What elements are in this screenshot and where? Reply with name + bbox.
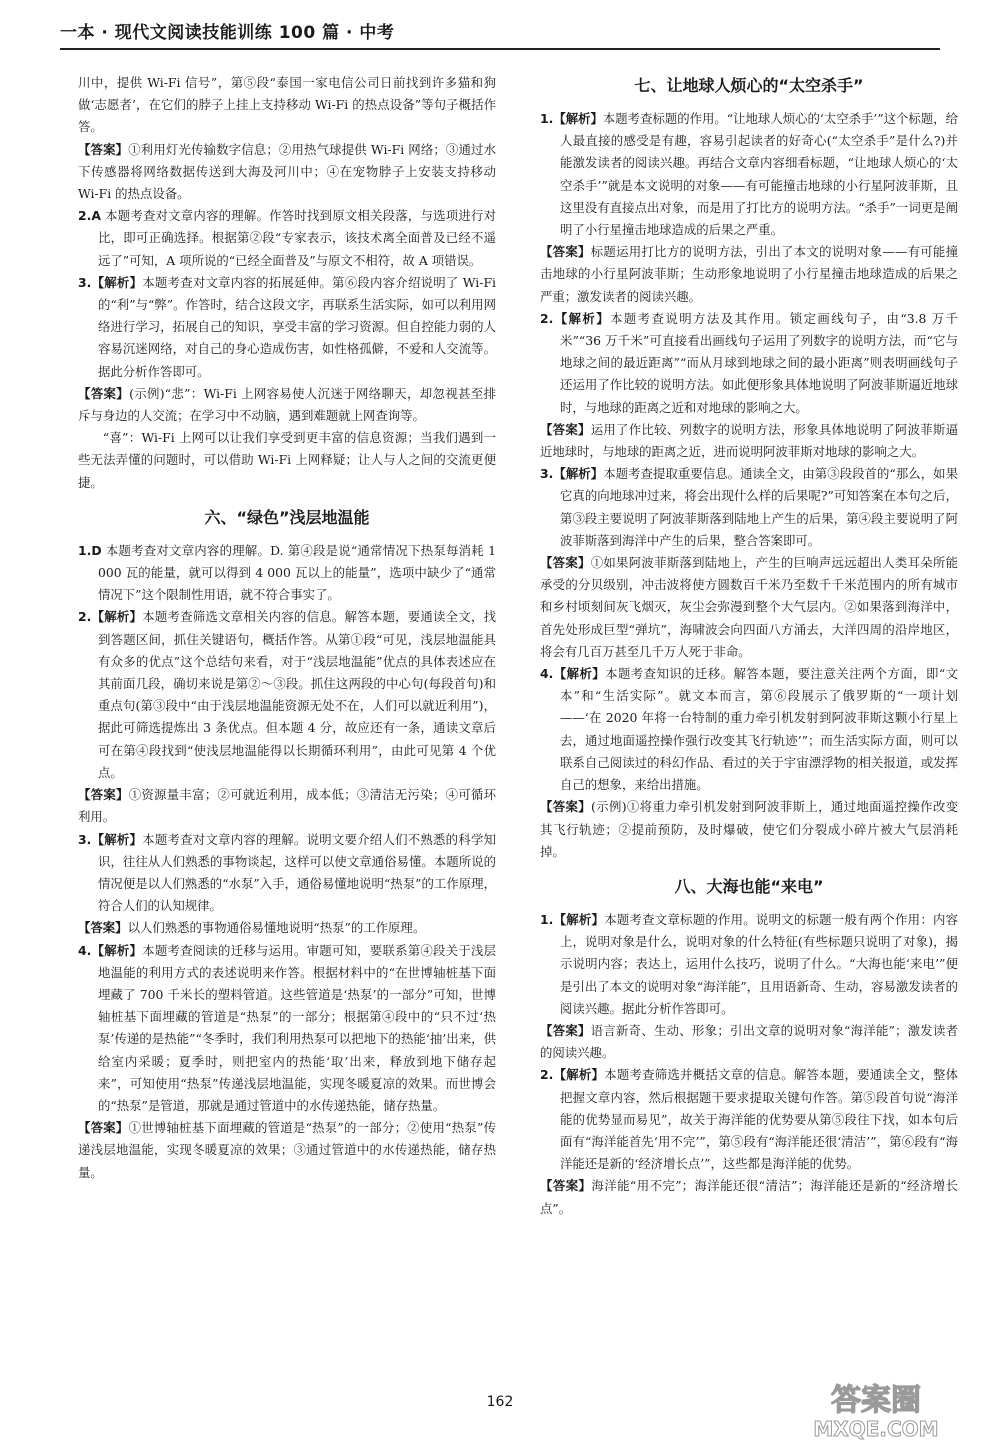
analysis-label: 【解析】 xyxy=(91,831,143,847)
section-8-title: 八、大海也能“来电” xyxy=(674,876,824,896)
analysis-label: 【解析】 xyxy=(553,310,611,326)
s6-q3-answer: 【答案】以人们熟悉的事物通俗易懂地说明“热泵”的工作原理。 xyxy=(78,920,426,936)
s6-q2-answer: 【答案】①资源量丰富；②可就近利用，成本低；③清洁无污染；④可循环利用。 xyxy=(78,787,497,825)
s8-q2-answer: 【答案】海洋能“用不完”；海洋能还很“清洁”；海洋能还是新的“经济增长点”。 xyxy=(540,1178,958,1216)
s7-q1-answer: 【答案】标题运用打比方的说明方法，引出了本文的说明对象——有可能撞击地球的小行星阿波菲斯；生动形象地说明了小行星撞击地球造成的后果之严重；激发读者的阅读兴趣。 xyxy=(540,244,959,304)
s6-q1-item: 1.D 本题考查对文章内容的理解。D. 第④段是说“通常情况下热泵每消耗 1 000 瓦的能量，就可以得到 4 000 瓦以上的能量”，选项中缺少了“通常情况下”这个限制性用语，就不符合事实了。 xyxy=(78,542,496,603)
s6-q4-number: 4. xyxy=(78,942,92,958)
s7-q4-answer: 【答案】(示例)①将重力牵引机发射到阿波菲斯上，通过地面遥控操作改变其飞行轨迹；②提前预防，及时爆破，使它们分裂成小碎片被大气层消耗掉。 xyxy=(540,799,958,859)
s7-q3-answer: 【答案】①如果阿波菲斯落到陆地上，产生的巨响声远远超出人类耳朵所能承受的分贝级别，冲击波将使方圆数百千米乃至数千千米范围内的所有城市和乡村顷刻间灰飞烟灭，灰尘会弥漫到整个大气层内。②如果落到海洋中，首先处形成巨型“弹坑”，海啸波会向四面八方涌去，大洋四周的沿岸地区，将会有几百万甚至几千万人死于非命。 xyxy=(540,555,959,659)
page-number: 162 xyxy=(486,1394,514,1410)
header-divider xyxy=(60,48,940,50)
answer-label: 【答案】 xyxy=(540,799,591,815)
s8-q1-number: 1. xyxy=(540,911,554,927)
q3-item: 3.【解析】本题考查对文章内容的拓展延伸。第⑥段内容介绍说明了 Wi-Fi 的“利”与“弊”。作答时，结合这段文字，再联系生活实际，如可以利用网络进行学习，拓展自己的知识，享受丰富的学习资源。但自控能力弱的人容易沉迷网络，对自己的身心造成伤害，如性格孤僻，不爱和人交流等。据此分析作答即可。 xyxy=(78,274,497,379)
section-6-title: 六、“绿色”浅层地温能 xyxy=(204,507,370,527)
answer-label: 【答案】 xyxy=(78,385,130,401)
answer-label: 【答案】 xyxy=(78,787,129,803)
s8-q1-item: 1.【解析】本题考查文章标题的作用。说明文的标题一般有两个作用：内容上，说明对象是什么，说明对象的什么特征(有些标题只说明了对象)，揭示说明内容；表达上，运用什么技巧，说明了什么。“大海也能‘来电’”便是引出了本文的说明对象“海洋能”，且用语新奇、生动，容易激发读者的阅读兴趣。据此分析作答即可。 xyxy=(540,911,959,1016)
analysis-label: 【解析】 xyxy=(553,911,605,927)
intro-answer: 【答案】①利用灯光传输数字信息；②用热气球提供 Wi-Fi 网络；③通过水下传感器将网络数据传送到大海及河川中；④在宠物脖子上安装支持移动 Wi-Fi 的热点设备。 xyxy=(78,141,496,202)
analysis-label: 【解析】 xyxy=(553,1067,605,1083)
s6-q3-item: 3.【解析】本题考查对文章内容的理解。说明文要介绍人们不熟悉的科学知识，往往从人们熟悉的事物谈起，这样可以使文章通俗易懂。本题所说的情况便是以人们熟悉的“水泵”入手，通俗易懂地说明“热泵”的工作原理，符合人们的认知规律。 xyxy=(78,831,497,914)
book-header-title: 一本 · 现代文阅读技能训练 100 篇 · 中考 xyxy=(60,23,395,43)
s7-q3-item: 3.【解析】本题考查提取重要信息。通读全文，由第③段段首的“那么，如果它真的向地球冲过来，将会出现什么样的后果呢?”可知答案在本句之后，第③段主要说明了阿波菲斯落到陆地上产生的后果，第④段主要说明了阿波菲斯落到海洋中产生的后果，整合答案即可。 xyxy=(540,466,958,548)
q3-number: 3. xyxy=(78,274,92,290)
left-column xyxy=(78,72,496,1184)
watermark-logo xyxy=(792,1376,960,1442)
s8-q2-item: 2.【解析】本题考查筛选并概括文章的信息。解答本题，要通读全文，整体把握文章内容，然后根据题干要求提取关键句作答。第⑤段首句说“海洋能的优势显而易见”，故关于海洋能的优势要从第⑤段往下找，如本句后面有“海洋能首先‘用不完’”，第⑤段有“海洋能还很‘清洁’”，第⑥段有“海洋能还是新的‘经济增长点’”，这些都是海洋能的优势。 xyxy=(540,1067,959,1172)
s8-q2-number: 2. xyxy=(540,1067,554,1083)
s7-q1-item: 1.【解析】本题考查标题的作用。“让地球人烦心的‘太空杀手’”这个标题，给人最直接的感受是有趣，容易引起读者的好奇心(“太空杀手”是什么?)并能激发读者的阅读兴趣。再结合文章内容细看标题，“让地球人烦心的‘太空杀手’”就是本文说明的对象——有可能撞击地球的小行星阿波菲斯，且这里没有直接点出对象，而是用了打比方的说明方法。“杀手”一词更是阐明了小行星撞击地球造成的后果之严重。 xyxy=(540,111,958,238)
intro-paragraph: 川中，提供 Wi-Fi 信号”，第⑤段“泰国一家电信公司日前找到许多猫和狗做‘志愿者’，在它们的脖子上挂上支持移动 Wi-Fi 的热点设备”等句子概括作答。 xyxy=(78,75,496,135)
s7-q3-number: 3. xyxy=(540,466,554,482)
watermark-top-text: 答案圈 xyxy=(831,1383,921,1418)
s7-q4-item: 4.【解析】本题考查知识的迁移。解答本题，要注意关注两个方面，即“文本”和“生活实际”。就文本而言，第⑥段展示了俄罗斯的“一项计划——‘在 2020 年将一台特制的重力牵引机发射到阿波菲斯这颗小行星上去，通过地面遥控操作强行改变其飞行轨迹’”；而生活实际方面，则可以联系自己阅读过的科幻作品、看过的关于宇宙漂浮物的相关报道，或发挥自己的想象，来给出措施。 xyxy=(540,666,959,793)
right-column xyxy=(540,72,958,1220)
s6-q1-number: 1.D xyxy=(78,542,102,558)
answer-label: 【答案】 xyxy=(540,1022,591,1038)
s6-q4-item: 4.【解析】本题考查阅读的迁移与运用。审题可知，要联系第④段关于浅层地温能的利用方式的表述说明来作答。根据材料中的“在世博轴桩基下面埋藏了 700 千米长的塑料管道。这些管道是‘热泵’的一部分”可知，世博轴桩基下面埋藏的管道是“热泵”的一部分；根据第④段中的“只不过‘热泵’传递的是热能”“冬季时，我们利用热泵可以把地下的热能‘抽’出来，供给室内采暖；夏季时，则把室内的热能‘取’出来，释放到地下储存起来”，可知使用“热泵”传递浅层地温能，实现冬暖夏凉的效果。而世博会的“热泵”是管道，那就是通过管道中的水传递热能，储存热量。 xyxy=(78,942,497,1113)
s6-q3-number: 3. xyxy=(78,831,92,847)
s7-q2-number: 2. xyxy=(540,310,554,326)
q3-answer: 【答案】(示例)“悲”：Wi-Fi 上网容易使人沉迷于网络聊天，却忽视甚至排斥与身边的人交流；在学习中不动脑，遇到难题就上网查询等。 xyxy=(78,385,496,424)
answer-label: 【答案】 xyxy=(540,1178,592,1194)
analysis-label: 【解析】 xyxy=(553,666,606,682)
analysis-label: 【解析】 xyxy=(91,609,143,625)
section-7-title: 七、让地球人烦心的“太空杀手” xyxy=(634,76,864,95)
answer-label: 【答案】 xyxy=(78,1120,129,1136)
analysis-label: 【解析】 xyxy=(91,942,143,958)
s7-q1-number: 1. xyxy=(540,111,554,126)
s7-q4-number: 4. xyxy=(540,666,554,682)
analysis-label: 【解析】 xyxy=(553,466,604,482)
answer-label: 【答案】 xyxy=(540,244,591,260)
s8-q1-answer: 【答案】语言新奇、生动、形象；引出文章的说明对象“海洋能”；激发读者的阅读兴趣。 xyxy=(540,1022,959,1061)
answer-label: 【答案】 xyxy=(540,555,591,571)
q2-item: 2.A 本题考查对文章内容的理解。作答时找到原文相关段落，与选项进行对比，即可正确选择。根据第②段“专家表示，该技术离全面普及已经不遥远了”可知，A 项所说的“已经全面普及”与原文不相符，故 A 项错误。 xyxy=(78,208,496,268)
s6-q4-answer: 【答案】①世博轴桩基下面埋藏的管道是“热泵”的一部分；②使用“热泵”传递浅层地温能，实现冬暖夏凉的效果；③通过管道中的水传递热能，储存热量。 xyxy=(78,1120,497,1180)
answer-label: 【答案】 xyxy=(78,920,128,936)
s6-q2-item: 2.【解析】本题考查筛选文章相关内容的信息。解答本题，要通读全文，找到答题区间，抓住关键语句，概括作答。从第①段“可见，浅层地温能具有众多的优点”这个总结句来看，对于“浅层地温能”优点的具体表述应在其前面几段，确切来说是第②～③段。抓住这两段的中心句(每段首句)和重点句(第③段中“由于浅层地温能资源无处不在，人们可以就近利用”)，据此可筛选提炼出 3 条优点。但本题 4 分，故应还有一条，通读文章后可在第④段找到“使浅层地温能得以长期循环利用”，由此可见第 4 个优点。 xyxy=(78,609,497,780)
q2-number: 2.A xyxy=(78,208,101,224)
answer-label: 【答案】 xyxy=(540,421,591,437)
watermark-bottom-text: MXQE.COM xyxy=(813,1417,939,1441)
analysis-label: 【解析】 xyxy=(553,111,603,126)
s7-q2-answer: 【答案】运用了作比较、列数字的说明方法，形象具体地说明了阿波菲斯逼近地球时，与地球的距离之近，进而说明阿波菲斯对地球的影响之大。 xyxy=(540,421,959,460)
analysis-label: 【解析】 xyxy=(91,274,143,290)
answer-label: 【答案】 xyxy=(78,141,129,157)
s7-q2-item: 2.【解析】本题考查说明方法及其作用。锁定画线句子，由“3.8 万千米”“36 万千米”可直接看出画线句子运用了列数字的说明方法，而“它与地球之间的最近距离”“而从月球到地球之间的最小距离”则表明画线句子还运用了作比较的说明方法。如此便形象具体地说明了阿波菲斯逼近地球时，与地球的距离之近和对地球的影响之大。 xyxy=(540,310,959,415)
s6-q2-number: 2. xyxy=(78,609,92,625)
q3-answer-continued: “喜”：Wi-Fi 上网可以让我们享受到更丰富的信息资源；当我们遇到一些无法弄懂的问题时，可以借助 Wi-Fi 上网释疑；让人与人之间的交流更便捷。 xyxy=(78,430,496,490)
